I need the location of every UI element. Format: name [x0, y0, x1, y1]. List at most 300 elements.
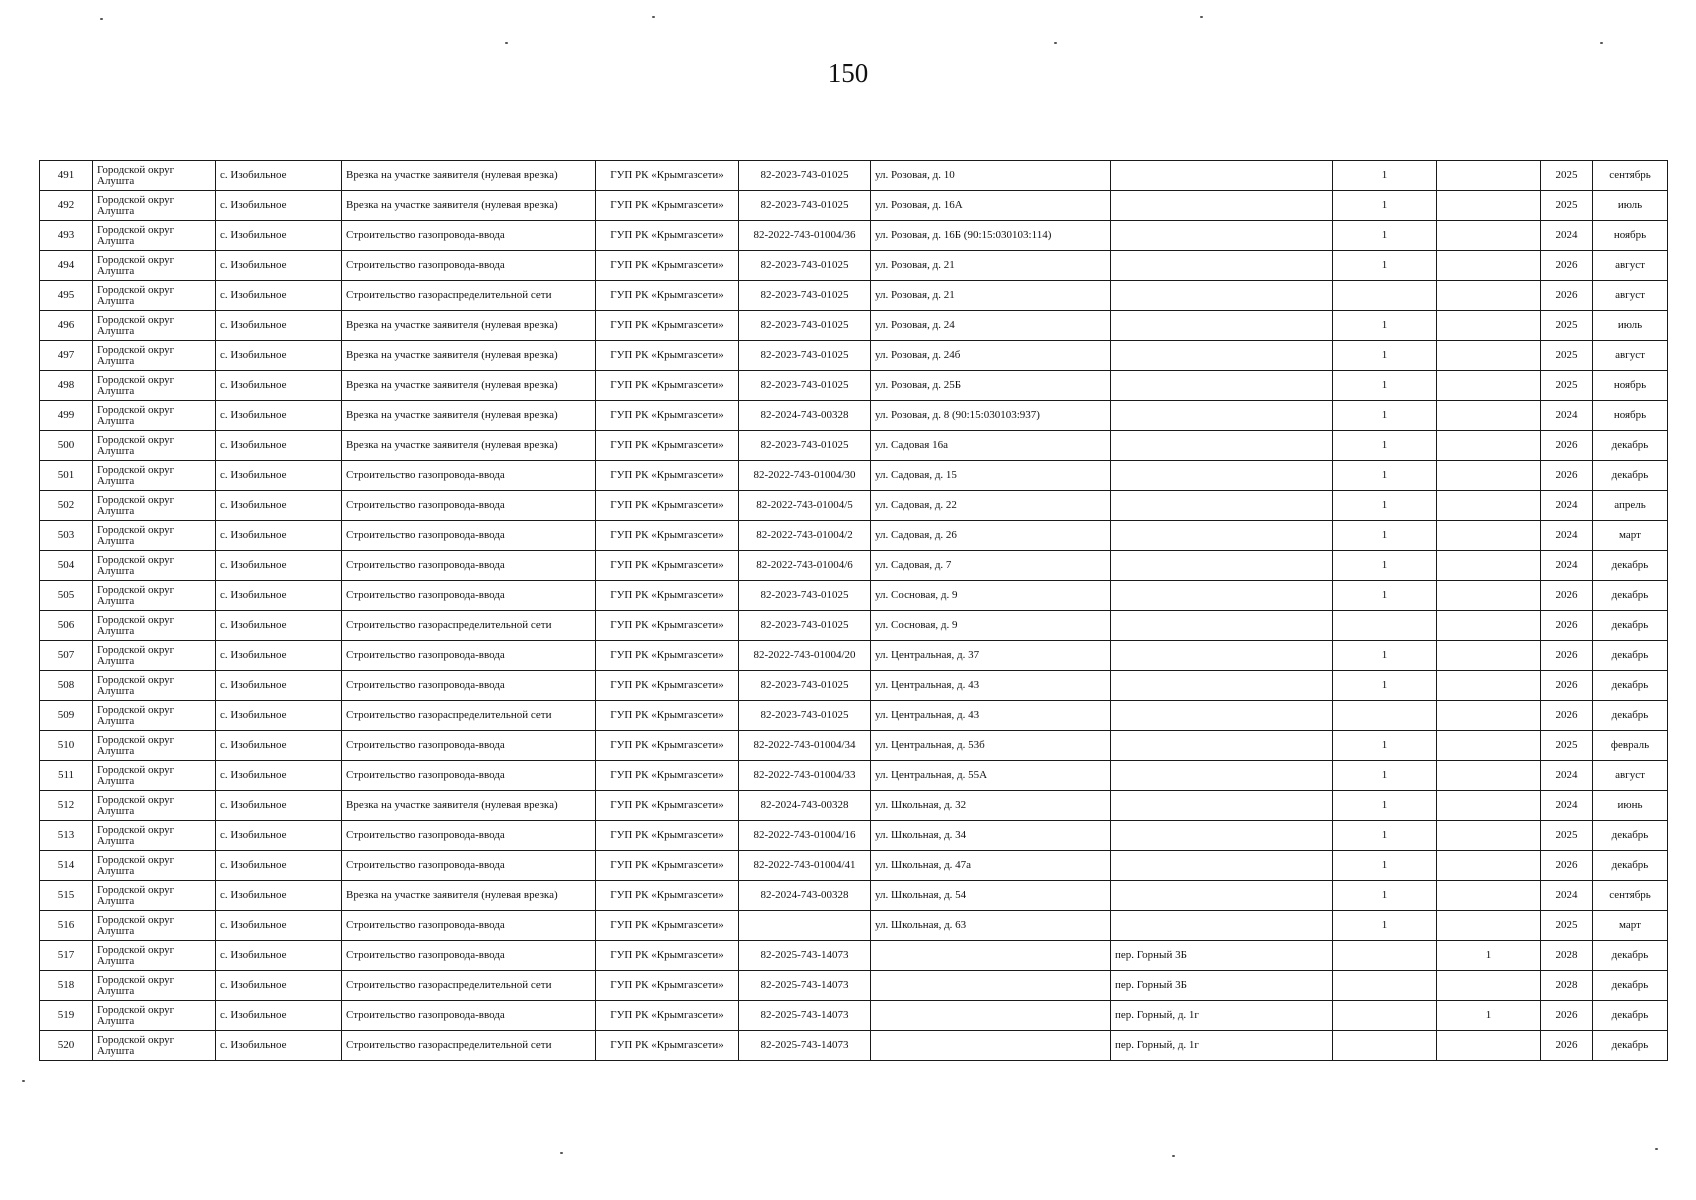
row-number: 514 [40, 851, 93, 881]
district-cell: Городской округ Алушта [93, 221, 216, 251]
district-cell: Городской округ Алушта [93, 761, 216, 791]
month-cell: февраль [1593, 731, 1668, 761]
locality-cell: с. Изобильное [216, 821, 342, 851]
address-cell: ул. Сосновая, д. 9 [871, 581, 1111, 611]
work-type-cell: Строительство газопровода-ввода [342, 731, 596, 761]
registration-number-cell: 82-2024-743-00328 [739, 881, 871, 911]
table-row [40, 191, 1668, 221]
quantity-alt-cell [1437, 281, 1541, 311]
registration-number-cell: 82-2022-743-01004/20 [739, 641, 871, 671]
quantity-alt-cell [1437, 701, 1541, 731]
registration-number-cell: 82-2025-743-14073 [739, 941, 871, 971]
registration-number-cell: 82-2023-743-01025 [739, 251, 871, 281]
district-cell: Городской округ Алушта [93, 341, 216, 371]
address-alt-cell [1111, 491, 1333, 521]
quantity-cell: 1 [1333, 401, 1437, 431]
year-cell: 2026 [1541, 641, 1593, 671]
organization-cell: ГУП РК «Крымгазсети» [596, 791, 739, 821]
quantity-alt-cell [1437, 431, 1541, 461]
table-row [40, 881, 1668, 911]
row-number: 491 [40, 161, 93, 191]
address-cell: ул. Центральная, д. 43 [871, 701, 1111, 731]
year-cell: 2026 [1541, 281, 1593, 311]
locality-cell: с. Изобильное [216, 671, 342, 701]
district-cell: Городской округ Алушта [93, 911, 216, 941]
organization-cell: ГУП РК «Крымгазсети» [596, 701, 739, 731]
month-cell: декабрь [1593, 461, 1668, 491]
address-alt-cell [1111, 281, 1333, 311]
quantity-cell: 1 [1333, 881, 1437, 911]
month-cell: август [1593, 281, 1668, 311]
locality-cell: с. Изобильное [216, 851, 342, 881]
month-cell: сентябрь [1593, 881, 1668, 911]
work-type-cell: Строительство газопровода-ввода [342, 221, 596, 251]
quantity-alt-cell [1437, 971, 1541, 1001]
row-number: 511 [40, 761, 93, 791]
organization-cell: ГУП РК «Крымгазсети» [596, 581, 739, 611]
year-cell: 2026 [1541, 611, 1593, 641]
row-number: 513 [40, 821, 93, 851]
quantity-alt-cell [1437, 761, 1541, 791]
organization-cell: ГУП РК «Крымгазсети» [596, 761, 739, 791]
organization-cell: ГУП РК «Крымгазсети» [596, 611, 739, 641]
quantity-cell [1333, 971, 1437, 1001]
locality-cell: с. Изобильное [216, 791, 342, 821]
quantity-alt-cell [1437, 461, 1541, 491]
quantity-alt-cell [1437, 311, 1541, 341]
row-number: 495 [40, 281, 93, 311]
registration-number-cell: 82-2023-743-01025 [739, 671, 871, 701]
work-type-cell: Строительство газопровода-ввода [342, 941, 596, 971]
district-cell: Городской округ Алушта [93, 191, 216, 221]
district-cell: Городской округ Алушта [93, 431, 216, 461]
row-number: 516 [40, 911, 93, 941]
address-alt-cell: пер. Горный 3Б [1111, 971, 1333, 1001]
organization-cell: ГУП РК «Крымгазсети» [596, 821, 739, 851]
registration-number-cell: 82-2023-743-01025 [739, 311, 871, 341]
locality-cell: с. Изобильное [216, 941, 342, 971]
locality-cell: с. Изобильное [216, 881, 342, 911]
registration-number-cell: 82-2023-743-01025 [739, 701, 871, 731]
quantity-alt-cell [1437, 731, 1541, 761]
year-cell: 2026 [1541, 851, 1593, 881]
organization-cell: ГУП РК «Крымгазсети» [596, 251, 739, 281]
quantity-cell: 1 [1333, 671, 1437, 701]
district-cell: Городской округ Алушта [93, 461, 216, 491]
quantity-alt-cell [1437, 371, 1541, 401]
organization-cell: ГУП РК «Крымгазсети» [596, 911, 739, 941]
table-row [40, 341, 1668, 371]
address-alt-cell: пер. Горный 3Б [1111, 941, 1333, 971]
table-row [40, 461, 1668, 491]
quantity-cell [1333, 941, 1437, 971]
district-cell: Городской округ Алушта [93, 671, 216, 701]
table-row [40, 791, 1668, 821]
table-row [40, 911, 1668, 941]
quantity-cell: 1 [1333, 761, 1437, 791]
district-cell: Городской округ Алушта [93, 881, 216, 911]
organization-cell: ГУП РК «Крымгазсети» [596, 461, 739, 491]
address-cell: ул. Центральная, д. 55А [871, 761, 1111, 791]
organization-cell: ГУП РК «Крымгазсети» [596, 851, 739, 881]
address-alt-cell [1111, 791, 1333, 821]
address-cell [871, 1001, 1111, 1031]
address-alt-cell [1111, 161, 1333, 191]
quantity-cell: 1 [1333, 161, 1437, 191]
work-type-cell: Врезка на участке заявителя (нулевая врезка) [342, 191, 596, 221]
locality-cell: с. Изобильное [216, 431, 342, 461]
organization-cell: ГУП РК «Крымгазсети» [596, 1031, 739, 1061]
address-cell [871, 1031, 1111, 1061]
registration-number-cell: 82-2023-743-01025 [739, 341, 871, 371]
organization-cell: ГУП РК «Крымгазсети» [596, 191, 739, 221]
month-cell: август [1593, 761, 1668, 791]
year-cell: 2024 [1541, 221, 1593, 251]
address-alt-cell [1111, 821, 1333, 851]
table-row [40, 941, 1668, 971]
work-type-cell: Строительство газопровода-ввода [342, 911, 596, 941]
year-cell: 2026 [1541, 1001, 1593, 1031]
address-alt-cell [1111, 191, 1333, 221]
table-row [40, 821, 1668, 851]
quantity-cell [1333, 1031, 1437, 1061]
month-cell: ноябрь [1593, 221, 1668, 251]
district-cell: Городской округ Алушта [93, 1001, 216, 1031]
address-alt-cell [1111, 581, 1333, 611]
work-type-cell: Строительство газопровода-ввода [342, 641, 596, 671]
locality-cell: с. Изобильное [216, 521, 342, 551]
table-row [40, 251, 1668, 281]
organization-cell: ГУП РК «Крымгазсети» [596, 941, 739, 971]
year-cell: 2026 [1541, 581, 1593, 611]
address-cell: ул. Садовая 16а [871, 431, 1111, 461]
month-cell: декабрь [1593, 581, 1668, 611]
quantity-alt-cell [1437, 191, 1541, 221]
month-cell: апрель [1593, 491, 1668, 521]
organization-cell: ГУП РК «Крымгазсети» [596, 281, 739, 311]
row-number: 499 [40, 401, 93, 431]
table-row [40, 731, 1668, 761]
address-cell: ул. Сосновая, д. 9 [871, 611, 1111, 641]
address-alt-cell [1111, 401, 1333, 431]
registration-number-cell: 82-2023-743-01025 [739, 191, 871, 221]
quantity-cell [1333, 1001, 1437, 1031]
organization-cell: ГУП РК «Крымгазсети» [596, 161, 739, 191]
organization-cell: ГУП РК «Крымгазсети» [596, 491, 739, 521]
district-cell: Городской округ Алушта [93, 941, 216, 971]
table-row [40, 401, 1668, 431]
locality-cell: с. Изобильное [216, 761, 342, 791]
district-cell: Городской округ Алушта [93, 311, 216, 341]
year-cell: 2024 [1541, 881, 1593, 911]
address-alt-cell [1111, 521, 1333, 551]
district-cell: Городской округ Алушта [93, 161, 216, 191]
work-type-cell: Врезка на участке заявителя (нулевая врезка) [342, 791, 596, 821]
organization-cell: ГУП РК «Крымгазсети» [596, 641, 739, 671]
address-cell: ул. Центральная, д. 53б [871, 731, 1111, 761]
table-row [40, 161, 1668, 191]
district-cell: Городской округ Алушта [93, 401, 216, 431]
address-cell: ул. Розовая, д. 21 [871, 281, 1111, 311]
row-number: 509 [40, 701, 93, 731]
table-row [40, 311, 1668, 341]
work-type-cell: Строительство газопровода-ввода [342, 551, 596, 581]
district-cell: Городской округ Алушта [93, 281, 216, 311]
registration-number-cell: 82-2023-743-01025 [739, 611, 871, 641]
organization-cell: ГУП РК «Крымгазсети» [596, 341, 739, 371]
address-cell: ул. Розовая, д. 24 [871, 311, 1111, 341]
locality-cell: с. Изобильное [216, 1001, 342, 1031]
work-type-cell: Строительство газораспределительной сети [342, 281, 596, 311]
year-cell: 2025 [1541, 911, 1593, 941]
table-row [40, 851, 1668, 881]
address-cell [871, 941, 1111, 971]
table-row [40, 491, 1668, 521]
month-cell: декабрь [1593, 431, 1668, 461]
address-cell: ул. Школьная, д. 54 [871, 881, 1111, 911]
organization-cell: ГУП РК «Крымгазсети» [596, 431, 739, 461]
work-type-cell: Строительство газораспределительной сети [342, 1031, 596, 1061]
work-type-cell: Врезка на участке заявителя (нулевая врезка) [342, 341, 596, 371]
address-alt-cell [1111, 671, 1333, 701]
year-cell: 2024 [1541, 491, 1593, 521]
quantity-cell: 1 [1333, 221, 1437, 251]
quantity-alt-cell [1437, 221, 1541, 251]
registration-number-cell: 82-2022-743-01004/30 [739, 461, 871, 491]
month-cell: июль [1593, 311, 1668, 341]
district-cell: Городской округ Алушта [93, 491, 216, 521]
quantity-cell: 1 [1333, 431, 1437, 461]
district-cell: Городской округ Алушта [93, 371, 216, 401]
table-row [40, 701, 1668, 731]
table-row [40, 641, 1668, 671]
month-cell: декабрь [1593, 821, 1668, 851]
locality-cell: с. Изобильное [216, 641, 342, 671]
locality-cell: с. Изобильное [216, 731, 342, 761]
locality-cell: с. Изобильное [216, 611, 342, 641]
year-cell: 2025 [1541, 311, 1593, 341]
quantity-cell: 1 [1333, 641, 1437, 671]
address-cell: ул. Садовая, д. 15 [871, 461, 1111, 491]
locality-cell: с. Изобильное [216, 161, 342, 191]
address-cell: ул. Садовая, д. 26 [871, 521, 1111, 551]
quantity-cell: 1 [1333, 191, 1437, 221]
month-cell: декабрь [1593, 941, 1668, 971]
work-type-cell: Строительство газопровода-ввода [342, 491, 596, 521]
address-alt-cell [1111, 371, 1333, 401]
year-cell: 2025 [1541, 191, 1593, 221]
year-cell: 2025 [1541, 341, 1593, 371]
registration-number-cell: 82-2022-743-01004/41 [739, 851, 871, 881]
registration-number-cell: 82-2023-743-01025 [739, 431, 871, 461]
quantity-alt-cell: 1 [1437, 1001, 1541, 1031]
address-cell: ул. Садовая, д. 22 [871, 491, 1111, 521]
row-number: 497 [40, 341, 93, 371]
work-type-cell: Строительство газопровода-ввода [342, 761, 596, 791]
quantity-cell: 1 [1333, 791, 1437, 821]
quantity-alt-cell [1437, 611, 1541, 641]
month-cell: декабрь [1593, 551, 1668, 581]
table-row [40, 221, 1668, 251]
quantity-cell [1333, 611, 1437, 641]
organization-cell: ГУП РК «Крымгазсети» [596, 311, 739, 341]
address-cell: ул. Садовая, д. 7 [871, 551, 1111, 581]
organization-cell: ГУП РК «Крымгазсети» [596, 221, 739, 251]
table-row [40, 761, 1668, 791]
quantity-cell: 1 [1333, 251, 1437, 281]
quantity-cell: 1 [1333, 851, 1437, 881]
quantity-alt-cell [1437, 881, 1541, 911]
registration-number-cell: 82-2024-743-00328 [739, 791, 871, 821]
quantity-cell [1333, 701, 1437, 731]
address-cell: ул. Школьная, д. 47а [871, 851, 1111, 881]
registration-number-cell: 82-2025-743-14073 [739, 1001, 871, 1031]
quantity-alt-cell [1437, 341, 1541, 371]
address-cell: ул. Школьная, д. 34 [871, 821, 1111, 851]
registration-number-cell: 82-2022-743-01004/34 [739, 731, 871, 761]
address-alt-cell [1111, 551, 1333, 581]
row-number: 498 [40, 371, 93, 401]
address-cell: ул. Розовая, д. 24б [871, 341, 1111, 371]
quantity-alt-cell [1437, 551, 1541, 581]
locality-cell: с. Изобильное [216, 971, 342, 1001]
address-alt-cell [1111, 221, 1333, 251]
row-number: 512 [40, 791, 93, 821]
table-row [40, 521, 1668, 551]
year-cell: 2025 [1541, 731, 1593, 761]
quantity-cell: 1 [1333, 461, 1437, 491]
registration-number-cell: 82-2022-743-01004/6 [739, 551, 871, 581]
address-alt-cell [1111, 851, 1333, 881]
row-number: 494 [40, 251, 93, 281]
work-type-cell: Строительство газопровода-ввода [342, 1001, 596, 1031]
year-cell: 2025 [1541, 161, 1593, 191]
year-cell: 2028 [1541, 941, 1593, 971]
year-cell: 2026 [1541, 671, 1593, 701]
month-cell: декабрь [1593, 641, 1668, 671]
work-type-cell: Строительство газопровода-ввода [342, 521, 596, 551]
work-type-cell: Строительство газораспределительной сети [342, 611, 596, 641]
table-row [40, 281, 1668, 311]
registration-number-cell: 82-2022-743-01004/16 [739, 821, 871, 851]
address-cell: ул. Центральная, д. 43 [871, 671, 1111, 701]
organization-cell: ГУП РК «Крымгазсети» [596, 371, 739, 401]
year-cell: 2024 [1541, 791, 1593, 821]
row-number: 501 [40, 461, 93, 491]
row-number: 508 [40, 671, 93, 701]
registration-number-cell: 82-2022-743-01004/5 [739, 491, 871, 521]
quantity-alt-cell [1437, 641, 1541, 671]
locality-cell: с. Изобильное [216, 221, 342, 251]
district-cell: Городской округ Алушта [93, 251, 216, 281]
organization-cell: ГУП РК «Крымгазсети» [596, 521, 739, 551]
district-cell: Городской округ Алушта [93, 791, 216, 821]
organization-cell: ГУП РК «Крымгазсети» [596, 1001, 739, 1031]
month-cell: ноябрь [1593, 371, 1668, 401]
work-type-cell: Строительство газопровода-ввода [342, 671, 596, 701]
table-row [40, 671, 1668, 701]
row-number: 504 [40, 551, 93, 581]
month-cell: декабрь [1593, 971, 1668, 1001]
table-body [40, 161, 1668, 1061]
address-cell [871, 971, 1111, 1001]
year-cell: 2024 [1541, 401, 1593, 431]
year-cell: 2026 [1541, 251, 1593, 281]
quantity-alt-cell [1437, 521, 1541, 551]
row-number: 510 [40, 731, 93, 761]
quantity-alt-cell: 1 [1437, 941, 1541, 971]
month-cell: сентябрь [1593, 161, 1668, 191]
work-type-cell: Врезка на участке заявителя (нулевая врезка) [342, 431, 596, 461]
row-number: 500 [40, 431, 93, 461]
organization-cell: ГУП РК «Крымгазсети» [596, 971, 739, 1001]
month-cell: август [1593, 251, 1668, 281]
quantity-cell [1333, 281, 1437, 311]
quantity-cell: 1 [1333, 311, 1437, 341]
locality-cell: с. Изобильное [216, 1031, 342, 1061]
table-row [40, 1031, 1668, 1061]
row-number: 496 [40, 311, 93, 341]
address-alt-cell [1111, 251, 1333, 281]
registration-number-cell: 82-2023-743-01025 [739, 581, 871, 611]
district-cell: Городской округ Алушта [93, 851, 216, 881]
table-row [40, 551, 1668, 581]
table-row [40, 431, 1668, 461]
address-alt-cell [1111, 641, 1333, 671]
month-cell: декабрь [1593, 611, 1668, 641]
registration-number-cell: 82-2023-743-01025 [739, 281, 871, 311]
district-cell: Городской округ Алушта [93, 701, 216, 731]
quantity-cell: 1 [1333, 521, 1437, 551]
row-number: 502 [40, 491, 93, 521]
quantity-alt-cell [1437, 851, 1541, 881]
address-cell: ул. Розовая, д. 8 (90:15:030103:937) [871, 401, 1111, 431]
registration-number-cell: 82-2023-743-01025 [739, 161, 871, 191]
address-alt-cell [1111, 311, 1333, 341]
year-cell: 2026 [1541, 701, 1593, 731]
row-number: 492 [40, 191, 93, 221]
month-cell: март [1593, 911, 1668, 941]
work-type-cell: Строительство газопровода-ввода [342, 461, 596, 491]
district-cell: Городской округ Алушта [93, 731, 216, 761]
locality-cell: с. Изобильное [216, 371, 342, 401]
quantity-cell: 1 [1333, 341, 1437, 371]
work-type-cell: Строительство газопровода-ввода [342, 251, 596, 281]
registration-number-cell: 82-2024-743-00328 [739, 401, 871, 431]
year-cell: 2028 [1541, 971, 1593, 1001]
locality-cell: с. Изобильное [216, 551, 342, 581]
month-cell: декабрь [1593, 1001, 1668, 1031]
address-alt-cell [1111, 731, 1333, 761]
quantity-cell: 1 [1333, 911, 1437, 941]
locality-cell: с. Изобильное [216, 191, 342, 221]
organization-cell: ГУП РК «Крымгазсети» [596, 551, 739, 581]
work-type-cell: Строительство газопровода-ввода [342, 821, 596, 851]
address-cell: ул. Розовая, д. 16А [871, 191, 1111, 221]
gasification-register-table [39, 160, 1668, 1061]
organization-cell: ГУП РК «Крымгазсети» [596, 671, 739, 701]
district-cell: Городской округ Алушта [93, 821, 216, 851]
month-cell: март [1593, 521, 1668, 551]
month-cell: декабрь [1593, 851, 1668, 881]
page-number: 150 [827, 58, 869, 88]
row-number: 518 [40, 971, 93, 1001]
year-cell: 2025 [1541, 821, 1593, 851]
row-number: 520 [40, 1031, 93, 1061]
year-cell: 2024 [1541, 521, 1593, 551]
month-cell: декабрь [1593, 701, 1668, 731]
registration-number-cell: 82-2025-743-14073 [739, 971, 871, 1001]
